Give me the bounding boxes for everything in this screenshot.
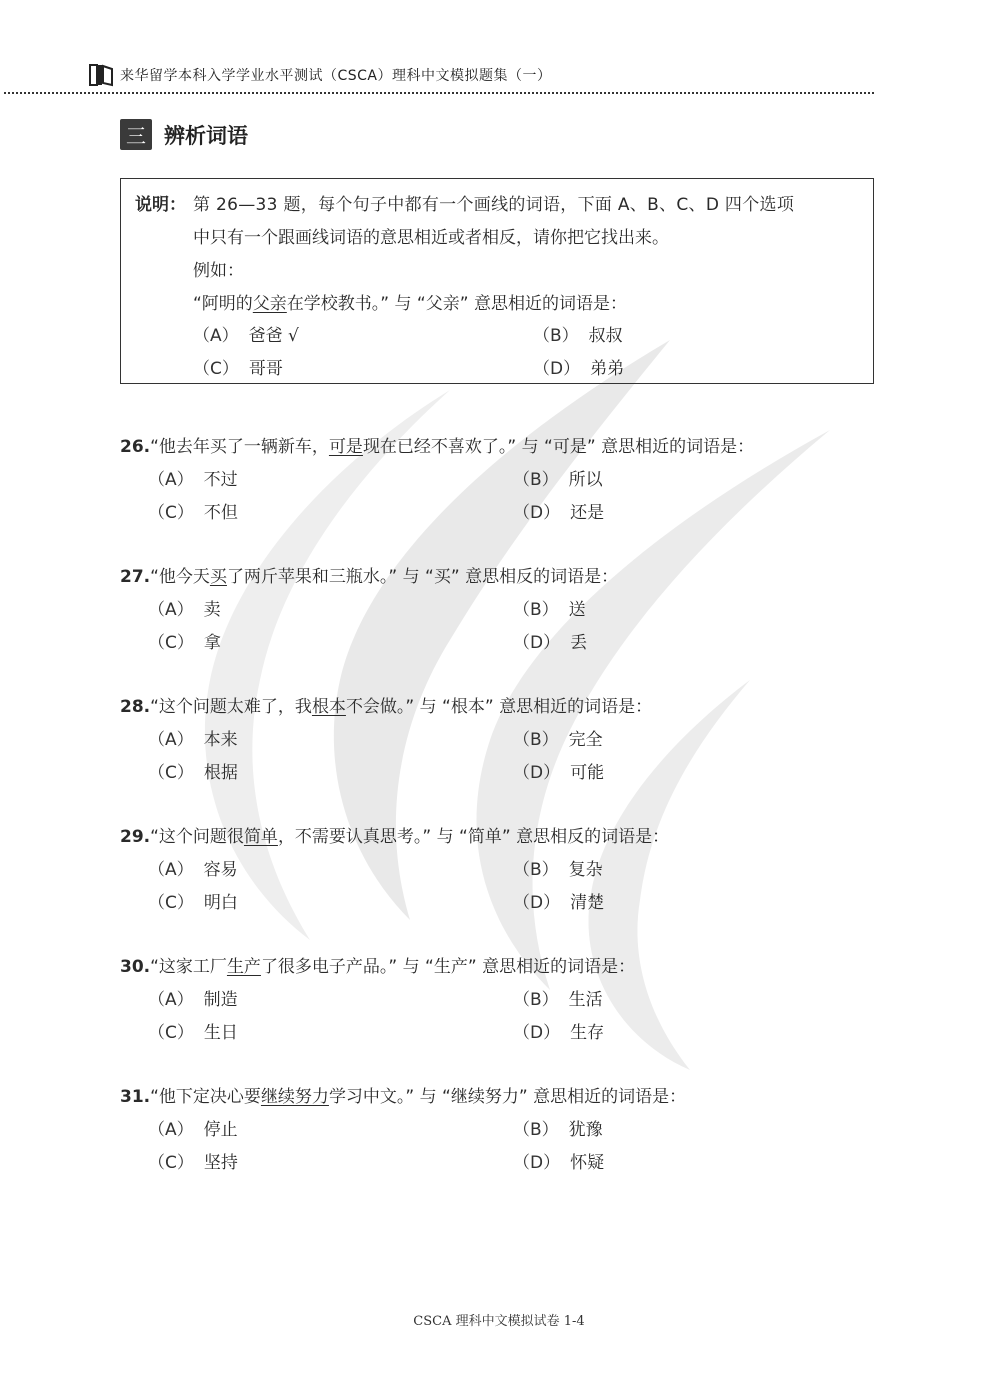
page-footer: CSCA 理科中文模拟试卷 1-4 xyxy=(413,1314,585,1329)
option-c[interactable] xyxy=(148,1148,238,1173)
option-letter: （C） xyxy=(148,893,194,913)
option-letter: （B） xyxy=(513,730,559,750)
stem-pre: “这家工厂 xyxy=(150,957,227,977)
option-b[interactable] xyxy=(513,595,586,620)
question-number: 27. xyxy=(120,567,151,587)
option-text: 弟弟 xyxy=(590,359,625,379)
option-letter: （D） xyxy=(513,1153,561,1173)
option-text: 叔叔 xyxy=(588,326,623,346)
stem-post: 学习中文。” 与 “继续努力” 意思相近的词语是： xyxy=(328,1087,687,1107)
example-label: 例如： xyxy=(193,261,244,281)
question-number: 29. xyxy=(120,827,151,847)
stem-pre: “这个问题很 xyxy=(150,827,244,847)
option-letter: （C） xyxy=(148,763,194,783)
option-d[interactable] xyxy=(513,888,604,913)
option-text: 清楚 xyxy=(570,893,605,913)
stem-post: 不会做。” 与 “根本” 意思相近的词语是： xyxy=(345,697,653,717)
stem-post: 现在已经不喜欢了。” 与 “可是” 意思相近的词语是： xyxy=(362,437,755,457)
option-b[interactable] xyxy=(513,465,603,490)
option-letter: （A） xyxy=(148,470,194,490)
option-text: 犹豫 xyxy=(568,1120,603,1140)
option-d[interactable] xyxy=(513,1018,604,1043)
option-a[interactable] xyxy=(148,855,238,880)
underlined-word: 继续努力 xyxy=(260,1087,329,1107)
option-text: 容易 xyxy=(203,860,238,880)
question-number: 28. xyxy=(120,697,151,717)
question-stem xyxy=(120,1082,686,1107)
option-text: 生活 xyxy=(568,990,603,1010)
option-letter: （A） xyxy=(148,990,194,1010)
option-c[interactable] xyxy=(148,628,221,653)
option-text: 复杂 xyxy=(568,860,603,880)
option-text: 不但 xyxy=(203,503,238,523)
option-letter: （A） xyxy=(148,860,194,880)
book-icon xyxy=(88,62,114,88)
stem-post: 了两斤苹果和三瓶水。” 与 “买” 意思相反的词语是： xyxy=(226,567,619,587)
underlined-word: 买 xyxy=(209,567,227,587)
option-d[interactable] xyxy=(513,758,604,783)
example-underlined-word: 父亲 xyxy=(252,294,287,314)
question-number: 31. xyxy=(120,1087,151,1107)
example-option-c xyxy=(193,354,283,379)
section-number-badge: 三 xyxy=(120,119,152,150)
option-letter: （C） xyxy=(148,1023,194,1043)
option-b[interactable] xyxy=(513,725,603,750)
option-text: 拿 xyxy=(203,633,221,653)
option-letter: （D） xyxy=(513,893,561,913)
header-title: 来华留学本科入学学业水平测试（CSCA）理科中文模拟题集（一） xyxy=(120,68,552,84)
option-d[interactable] xyxy=(513,628,587,653)
question-number: 26. xyxy=(120,437,151,457)
option-letter: （B） xyxy=(513,860,559,880)
stem-pre: “他去年买了一辆新车， xyxy=(150,437,329,457)
option-a[interactable] xyxy=(148,725,238,750)
option-letter: （D） xyxy=(513,763,561,783)
example-option-b xyxy=(533,321,623,346)
option-text: 还是 xyxy=(570,503,605,523)
option-a[interactable] xyxy=(148,595,221,620)
option-text: 坚持 xyxy=(203,1153,238,1173)
option-letter: （A） xyxy=(148,600,194,620)
option-letter: （B） xyxy=(513,470,559,490)
option-b[interactable] xyxy=(513,855,603,880)
underlined-word: 简单 xyxy=(243,827,278,847)
example-option-d xyxy=(533,354,624,379)
question-stem xyxy=(120,692,652,717)
option-letter: （B） xyxy=(513,600,559,620)
option-d[interactable] xyxy=(513,498,604,523)
instruction-line-1: 第 26—33 题，每个句子中都有一个画线的词语，下面 A、B、C、D 四个选项 xyxy=(193,195,795,215)
underlined-word: 生产 xyxy=(226,957,261,977)
option-text: 送 xyxy=(568,600,586,620)
option-text: 丢 xyxy=(570,633,588,653)
option-letter: （D） xyxy=(513,503,561,523)
stem-post: ，不需要认真思考。” 与 “简单” 意思相反的词语是： xyxy=(277,827,670,847)
option-letter: （B） xyxy=(513,1120,559,1140)
instruction-label: 说明： xyxy=(135,195,186,215)
option-b[interactable] xyxy=(513,985,603,1010)
option-letter: （D） xyxy=(513,633,561,653)
page-header xyxy=(88,60,552,90)
option-c[interactable] xyxy=(148,1018,238,1043)
option-letter: （A） xyxy=(148,730,194,750)
option-text: 生存 xyxy=(570,1023,605,1043)
question-stem xyxy=(120,822,669,847)
instruction-box xyxy=(120,178,874,384)
section-heading xyxy=(120,119,248,150)
option-letter: （C） xyxy=(193,359,239,379)
option-letter: （C） xyxy=(148,633,194,653)
question-stem xyxy=(120,432,754,457)
option-c[interactable] xyxy=(148,888,238,913)
option-letter: （A） xyxy=(148,1120,194,1140)
option-a[interactable] xyxy=(148,1115,238,1140)
option-text: 哥哥 xyxy=(248,359,283,379)
option-a[interactable] xyxy=(148,465,238,490)
underlined-word: 根本 xyxy=(311,697,346,717)
question-number: 30. xyxy=(120,957,151,977)
option-text: 卖 xyxy=(203,600,221,620)
option-text: 爸爸 √ xyxy=(248,326,299,346)
option-text: 制造 xyxy=(203,990,238,1010)
header-divider xyxy=(4,92,874,94)
option-letter: （B） xyxy=(513,990,559,1010)
option-text: 明白 xyxy=(203,893,238,913)
option-text: 本来 xyxy=(203,730,238,750)
stem-post: 了很多电子产品。” 与 “生产” 意思相近的词语是： xyxy=(260,957,636,977)
option-text: 怀疑 xyxy=(570,1153,605,1173)
underlined-word: 可是 xyxy=(328,437,363,457)
stem-pre: “他今天 xyxy=(150,567,210,587)
option-text: 根据 xyxy=(203,763,238,783)
stem-pre: “他下定决心要 xyxy=(150,1087,261,1107)
option-letter: （A） xyxy=(193,326,239,346)
option-c[interactable] xyxy=(148,758,238,783)
option-letter: （D） xyxy=(533,359,581,379)
section-title: 辨析词语 xyxy=(164,123,248,148)
option-b[interactable] xyxy=(513,1115,603,1140)
option-letter: （D） xyxy=(513,1023,561,1043)
option-text: 完全 xyxy=(568,730,603,750)
question-stem xyxy=(120,952,635,977)
option-text: 可能 xyxy=(570,763,605,783)
option-c[interactable] xyxy=(148,498,238,523)
option-letter: （B） xyxy=(533,326,579,346)
example-option-a xyxy=(193,321,299,346)
option-text: 停止 xyxy=(203,1120,238,1140)
example-sentence xyxy=(193,289,627,314)
example-pre: “阿明的 xyxy=(193,294,253,314)
option-text: 生日 xyxy=(203,1023,238,1043)
option-letter: （C） xyxy=(148,1153,194,1173)
option-letter: （C） xyxy=(148,503,194,523)
option-text: 所以 xyxy=(568,470,603,490)
instruction-line-2: 中只有一个跟画线词语的意思相近或者相反，请你把它找出来。 xyxy=(193,228,669,248)
option-d[interactable] xyxy=(513,1148,604,1173)
option-a[interactable] xyxy=(148,985,238,1010)
example-post: 在学校教书。” 与 “父亲” 意思相近的词语是： xyxy=(286,294,627,314)
stem-pre: “这个问题太难了，我 xyxy=(150,697,312,717)
question-stem xyxy=(120,562,618,587)
option-text: 不过 xyxy=(203,470,238,490)
